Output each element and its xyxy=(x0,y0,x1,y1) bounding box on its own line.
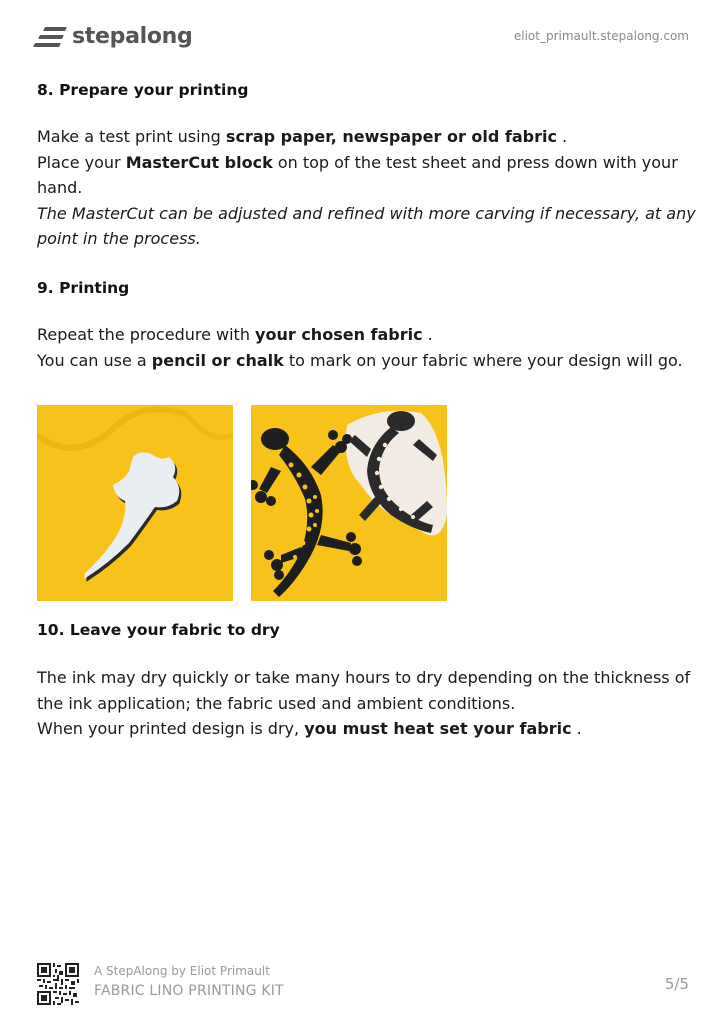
emphasis-text: MasterCut block xyxy=(125,152,273,172)
emphasis-text: your chosen fabric xyxy=(255,325,423,344)
page-number: 5/5 xyxy=(664,975,689,993)
stepalong-logo[interactable] xyxy=(34,24,193,49)
photo-block-on-fabric xyxy=(37,405,233,601)
stepalong-logo-icon xyxy=(34,25,68,49)
section-10-line-2: When your printed design is dry, you must heat set your fabric . xyxy=(37,719,582,738)
section-8-line-1: Make a test print using scrap paper, newspaper or old fabric . xyxy=(37,127,568,146)
emphasis-text: you must heat set your fabric xyxy=(304,719,572,738)
header-url[interactable]: eliot_primault.stepalong.com xyxy=(513,29,689,43)
section-10-line-1: The ink may dry quickly or take many hours to dry depending on the thickness of the ink application; the fabric used and ambient conditions. xyxy=(37,668,691,713)
section-heading-10: 10. Leave your fabric to dry xyxy=(37,621,280,639)
section-8-note: The MasterCut can be adjusted and refined with more carving if necessary, at any point in the process. xyxy=(37,203,696,248)
section-8-line-2: Place your MasterCut block on top of the test sheet and press down with your hand. xyxy=(37,152,678,197)
logo-text: stepalong xyxy=(72,24,193,49)
section-8-body xyxy=(37,124,697,252)
section-9-line-2: You can use a pencil or chalk to mark on your fabric where your design will go. xyxy=(37,350,683,370)
section-heading-8: 8. Prepare your printing xyxy=(37,81,249,99)
footer-kit-name: FABRIC LINO PRINTING KIT xyxy=(94,983,284,999)
emphasis-text: pencil or chalk xyxy=(151,350,284,370)
qr-code[interactable] xyxy=(37,963,79,1005)
section-9-body xyxy=(37,322,697,373)
emphasis-text: scrap paper, newspaper or old fabric xyxy=(225,127,557,146)
footer-credit: A StepAlong by Eliot Primault xyxy=(94,964,270,978)
photo-gecko-prints xyxy=(251,405,447,601)
section-9-line-1: Repeat the procedure with your chosen fabric . xyxy=(37,325,433,344)
section-heading-9: 9. Printing xyxy=(37,279,130,297)
section-10-body xyxy=(37,665,697,742)
